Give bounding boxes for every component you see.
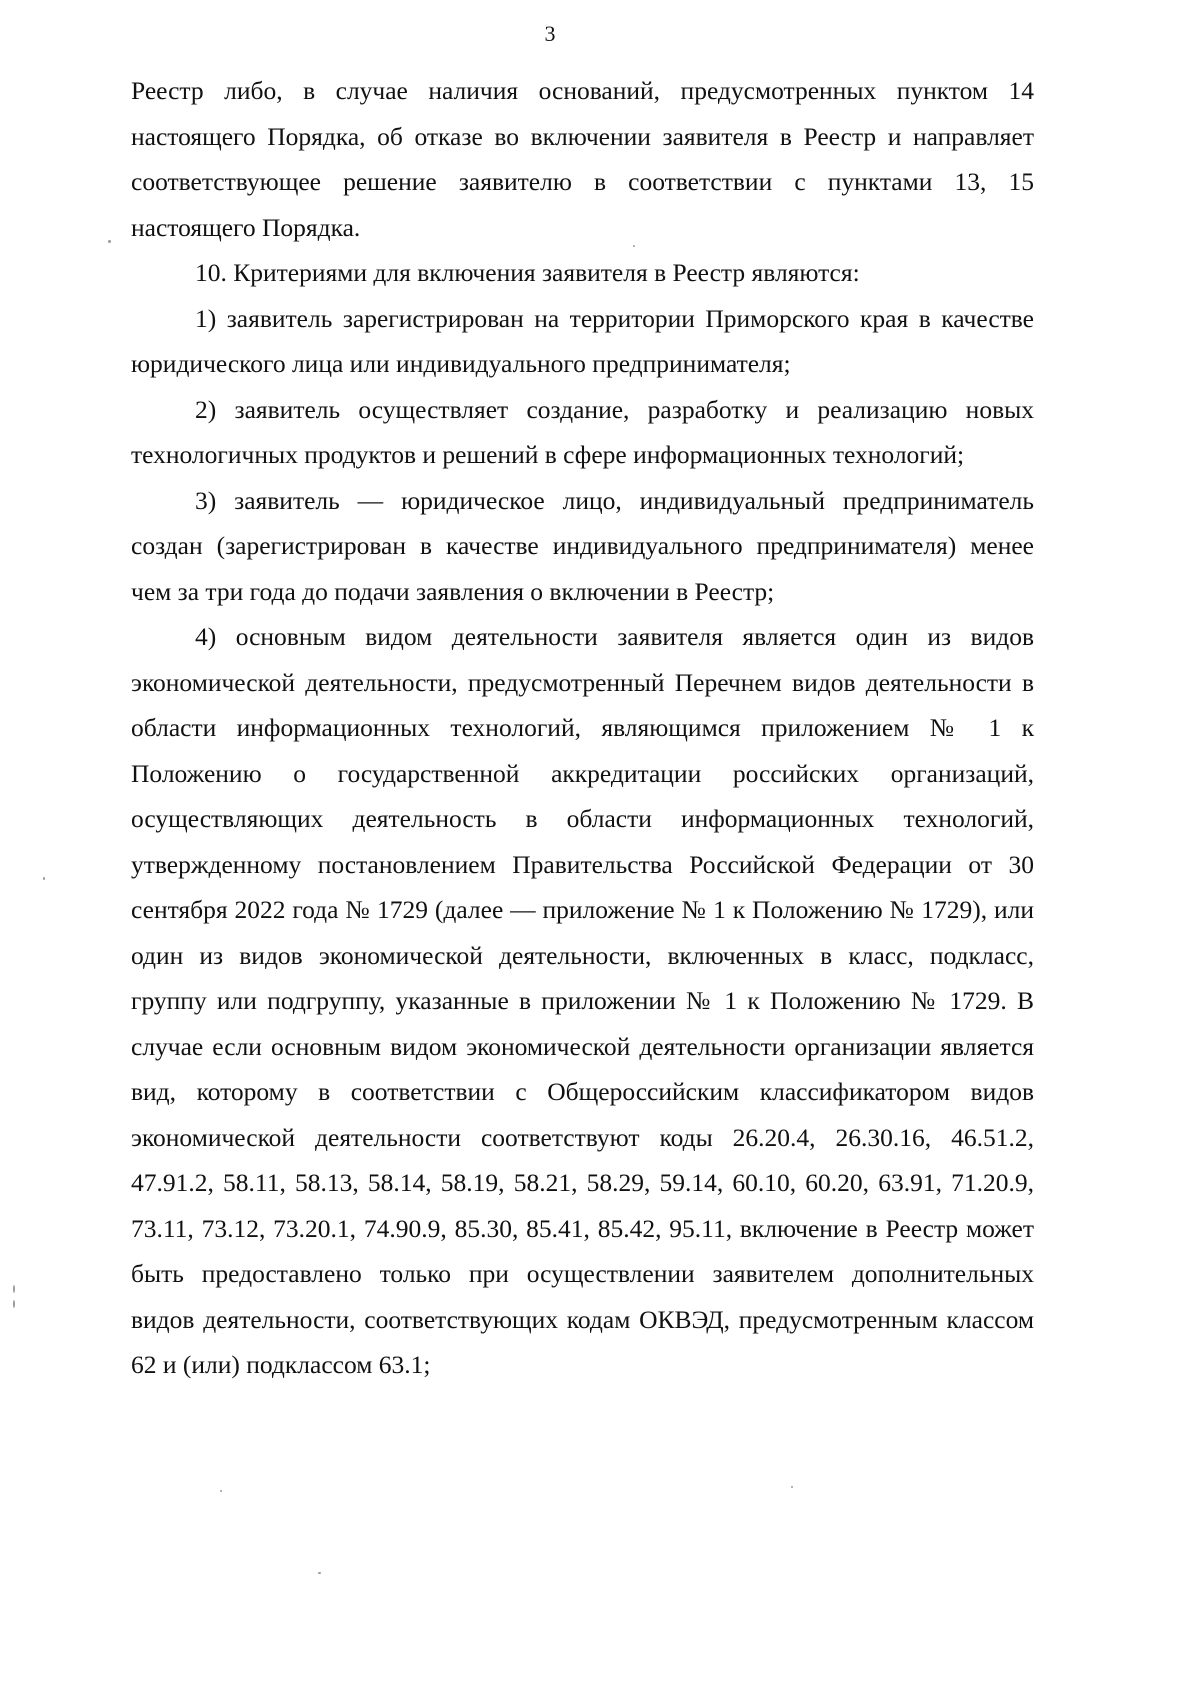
paragraph-criteria-heading: 10. Критериями для включения заявителя в Реестр являются:: [195, 258, 860, 287]
scan-speck: [633, 245, 635, 247]
scan-speck: [791, 1486, 793, 1488]
scan-speck: [43, 877, 45, 880]
paragraph-criterion-3: 3) заявитель — юридическое лицо, индивидуальный предприниматель создан (зарегистрирован в качестве индивидуального предпринимателя) менее чем за три года до подачи заявления о включении в Реестр;: [131, 485, 1034, 606]
paragraph-criterion-1: 1) заявитель зарегистрирован на территории Приморского края в качестве юридического лица или индивидуального предпринимателя;: [131, 303, 1034, 378]
paragraph-continuation: Реестр либо, в случае наличия оснований, предусмотренных пунктом 14 настоящего Порядка, об отказе во включении заявителя в Реестр и направляет соответствующее решение заявителю в соответствии с пунктами 13, 15 настоящего Порядка.: [131, 76, 1034, 242]
paragraph-criterion-2: 2) заявитель осуществляет создание, разработку и реализацию новых технологичных продуктов и решений в сфере информационных технологий;: [131, 394, 1034, 469]
page-number: 3: [544, 21, 556, 46]
scan-speck: [13, 1285, 15, 1293]
scan-speck: [318, 1572, 321, 1574]
scan-speck: [108, 240, 111, 243]
scan-speck: [13, 1300, 15, 1308]
paragraph-criterion-4: 4) основным видом деятельности заявителя является один из видов экономической деятельности, предусмотренный Перечнем видов деятельности в области информационных технологий, являющимся приложением № 1 к Положению о государственной аккредитации российских организаций, осуществляющих деятельность в области информационных технологий, утвержденному постановлением Правительства Российской Федерации от 30 сентября 2022 года № 1729 (далее — приложение № 1 к Положению № 1729), или один из видов экономической деятельности, включенных в класс, подкласс, группу или подгруппу, указанные в приложении № 1 к Положению № 1729. В случае если основным видом экономической деятельности организации является вид, которому в соответствии с Общероссийским классификатором видов экономической деятельности соответствуют коды 26.20.4, 26.30.16, 46.51.2, 47.91.2, 58.11, 58.13, 58.14, 58.19, 58.21, 58.29, 59.14, 60.10, 60.20, 63.91, 71.20.9, 73.11, 73.12, 73.20.1, 74.90.9, 85.30, 85.41, 85.42, 95.11, включение в Реестр может быть предоставлено только при осуществлении заявителем дополнительных видов деятельности, соответствующих кодам ОКВЭД, предусмотренным классом 62 и (или) подклассом 63.1;: [131, 622, 1034, 1379]
scan-speck: [220, 1490, 222, 1492]
document-body: [131, 68, 1034, 1388]
